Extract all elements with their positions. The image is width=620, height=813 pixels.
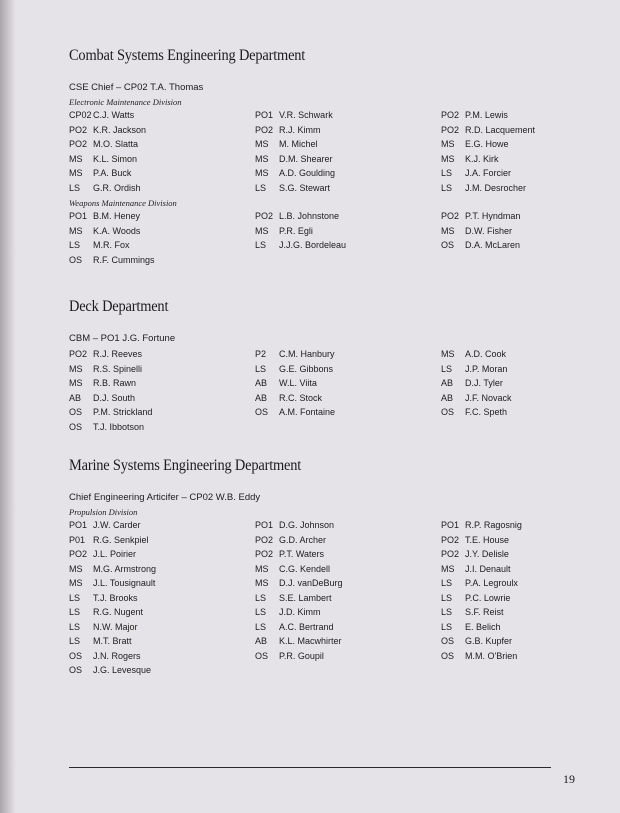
roster-entry [69, 166, 146, 181]
member-name: K.L. Simon [93, 153, 138, 164]
rank: OS [69, 407, 83, 417]
member-name: J.Y. Delisle [465, 549, 509, 559]
rank: MS [441, 225, 455, 236]
rank: LS [441, 363, 453, 374]
roster-entry [69, 362, 152, 377]
roster-entry [441, 547, 522, 562]
roster-entry [441, 605, 522, 620]
member-name: P.M. Lewis [465, 110, 508, 120]
rank: AB [255, 392, 268, 403]
roster-entry [255, 362, 335, 377]
member-name: C.J. Watts [93, 110, 135, 120]
roster-entry [69, 533, 156, 548]
roster-entry [441, 391, 512, 406]
member-name: M.R. Fox [93, 240, 130, 250]
rank: OS [441, 636, 455, 646]
rank: OS [441, 407, 455, 417]
roster-grid [69, 108, 589, 195]
rank: LS [441, 168, 453, 178]
roster-entry [441, 123, 535, 138]
roster-entry [441, 224, 520, 239]
roster-entry [255, 547, 343, 562]
roster-entry [69, 634, 156, 649]
rank: PO2 [255, 534, 274, 545]
member-name: J.N. Rogers [93, 650, 141, 661]
rank: LS [69, 182, 81, 193]
roster-entry [69, 123, 146, 138]
roster-column [441, 209, 520, 253]
member-name: J.A. Forcier [465, 168, 512, 178]
member-name: D.J. Tyler [465, 378, 503, 388]
member-name: J.W. Carder [93, 520, 141, 530]
roster-column [255, 108, 335, 195]
roster-entry [69, 547, 156, 562]
rank: PO1 [69, 211, 88, 221]
rank: LS [255, 240, 267, 250]
member-name: S.E. Lambert [279, 592, 332, 603]
rank: MS [255, 153, 269, 164]
rank: LS [69, 592, 81, 603]
member-name: M.M. O'Brien [465, 650, 518, 661]
member-name: K.R. Jackson [93, 124, 147, 135]
roster-entry [69, 137, 146, 152]
roster-entry [255, 562, 343, 577]
roster-entry [69, 649, 156, 664]
roster-entry [441, 209, 520, 224]
rank: PO2 [255, 211, 274, 221]
member-name: G.R. Ordish [93, 182, 141, 193]
member-name: M.T. Bratt [93, 636, 132, 646]
rank: PO1 [441, 520, 460, 530]
roster-column [255, 347, 335, 420]
roster-entry [255, 181, 335, 196]
member-name: P.M. Strickland [93, 407, 153, 417]
rank: LS [69, 607, 81, 617]
rank: MS [69, 153, 83, 164]
member-name: B.M. Heney [93, 211, 141, 221]
member-name: P.T. Hyndman [465, 211, 521, 221]
member-name: J.P. Moran [465, 363, 508, 374]
member-name: D.G. Johnson [279, 520, 335, 530]
footer-rule [69, 767, 551, 768]
member-name: D.W. Fisher [465, 225, 513, 236]
roster-entry [255, 152, 335, 167]
member-name: T.J. Brooks [93, 592, 138, 603]
roster-column [69, 209, 155, 267]
member-name: K.A. Woods [93, 225, 141, 236]
roster-entry [69, 376, 152, 391]
roster-entry [69, 562, 156, 577]
rank: LS [69, 240, 81, 250]
rank: LS [441, 621, 453, 632]
roster-entry [69, 152, 146, 167]
rank: OS [69, 254, 83, 265]
rank: OS [69, 421, 83, 432]
rank: PO2 [441, 534, 460, 545]
dept-title: Marine Systems Engineering Department [69, 457, 302, 474]
member-name: M. Michel [279, 139, 318, 149]
rank: OS [69, 665, 83, 675]
roster-entry [69, 663, 156, 678]
member-name: G.B. Kupfer [465, 636, 513, 646]
roster-column [441, 518, 522, 663]
member-name: P.R. Goupil [279, 650, 324, 661]
rank: MS [69, 378, 83, 388]
roster-entry [255, 209, 346, 224]
dept-marine-systems [69, 455, 589, 680]
roster-entry [441, 376, 512, 391]
member-name: M.G. Armstrong [93, 563, 157, 574]
rank: MS [441, 139, 455, 149]
roster-entry [441, 518, 522, 533]
member-name: D.A. McLaren [465, 240, 521, 250]
member-name: P.A. Buck [93, 168, 132, 178]
roster-grid [69, 347, 589, 437]
page-number: 19 [563, 772, 575, 786]
member-name: R.J. Reeves [93, 349, 143, 359]
rank: MS [69, 578, 83, 588]
rank: LS [255, 621, 267, 632]
rank: MS [255, 563, 269, 574]
dept-title: Combat Systems Engineering Department [69, 47, 306, 64]
member-name: E.G. Howe [465, 139, 509, 149]
rank: PO1 [255, 520, 274, 530]
rank: PO2 [69, 124, 88, 135]
rank: MS [255, 578, 269, 588]
member-name: S.F. Reist [465, 607, 504, 617]
rank: PO2 [69, 349, 88, 359]
roster-entry [69, 209, 155, 224]
roster-entry [69, 420, 152, 435]
member-name: R.C. Stock [279, 392, 323, 403]
member-name: L.B. Johnstone [279, 211, 340, 221]
dept-chief: Chief Engineering Articifer – CP02 W.B. Eddy [69, 492, 261, 503]
member-name: C.M. Hanbury [279, 349, 335, 359]
member-name: C.G. Kendell [279, 563, 331, 574]
member-name: J.J.G. Bordeleau [279, 240, 347, 250]
rank: AB [255, 636, 268, 646]
roster-entry [441, 649, 522, 664]
roster-entry [441, 405, 512, 420]
rank: CP02 [69, 110, 92, 120]
rank: LS [255, 363, 267, 374]
rank: LS [255, 607, 267, 617]
member-name: R.B. Rawn [93, 378, 137, 388]
member-name: R.G. Senkpiel [93, 534, 149, 545]
roster-column [441, 347, 512, 420]
rank: MS [255, 225, 269, 236]
roster-column [441, 108, 535, 195]
roster-entry [69, 620, 156, 635]
member-name: R.P. Ragosnig [465, 520, 522, 530]
member-name: N.W. Major [93, 621, 138, 632]
member-name: E. Belich [465, 621, 501, 632]
member-name: W.L. Viita [279, 378, 317, 388]
rank: MS [69, 225, 83, 236]
roster-grid [69, 209, 589, 269]
member-name: P.C. Lowrie [465, 592, 511, 603]
roster-entry [69, 238, 155, 253]
roster-entry [255, 238, 346, 253]
dept-title: Deck Department [69, 298, 169, 315]
member-name: A.M. Fontaine [279, 407, 336, 417]
rank: PO2 [69, 549, 88, 559]
roster-entry [441, 562, 522, 577]
member-name: T.J. Ibbotson [93, 421, 145, 432]
rank: OS [255, 650, 269, 661]
roster-entry [441, 166, 535, 181]
roster-entry [441, 634, 522, 649]
rank: AB [441, 378, 454, 388]
rank: OS [441, 650, 455, 661]
member-name: R.F. Cummings [93, 254, 155, 265]
roster-entry [255, 137, 335, 152]
rank: P01 [69, 534, 86, 545]
rank: PO2 [441, 211, 460, 221]
roster-entry [255, 405, 335, 420]
roster-entry [255, 620, 343, 635]
rank: AB [69, 392, 82, 403]
roster-entry [441, 362, 512, 377]
division-heading: Electronic Maintenance Division [69, 97, 182, 107]
roster-entry [69, 605, 156, 620]
member-name: A.C. Bertrand [279, 621, 334, 632]
rank: MS [441, 563, 455, 574]
member-name: G.D. Archer [279, 534, 327, 545]
member-name: P.R. Egli [279, 225, 313, 236]
member-name: F.C. Speth [465, 407, 508, 417]
roster-entry [441, 152, 535, 167]
roster-entry [441, 576, 522, 591]
member-name: J.L. Poirier [93, 549, 137, 559]
rank: LS [255, 182, 267, 193]
rank: P2 [255, 349, 267, 359]
roster-entry [69, 405, 152, 420]
member-name: K.J. Kirk [465, 153, 499, 164]
roster-entry [69, 224, 155, 239]
dept-combat-systems [69, 45, 589, 269]
member-name: R.J. Kimm [279, 124, 321, 135]
member-name: D.J. vanDeBurg [279, 578, 343, 588]
roster-column [69, 347, 152, 434]
rank: OS [441, 240, 455, 250]
division-heading: Propulsion Division [69, 507, 138, 517]
roster-column [255, 209, 346, 253]
member-name: J.I. Denault [465, 563, 511, 574]
roster-column [69, 518, 156, 678]
roster-column [255, 518, 343, 663]
member-name: T.E. House [465, 534, 510, 545]
member-name: J.F. Novack [465, 392, 512, 403]
division-heading: Weapons Maintenance Division [69, 198, 177, 208]
roster-entry [69, 181, 146, 196]
member-name: P.T. Waters [279, 549, 325, 559]
roster-entry [255, 108, 335, 123]
roster-entry [69, 576, 156, 591]
rank: PO2 [441, 124, 460, 135]
member-name: S.G. Stewart [279, 182, 331, 193]
roster-entry [255, 376, 335, 391]
roster-entry [255, 576, 343, 591]
member-name: R.D. Lacquement [465, 124, 536, 135]
member-name: R.S. Spinelli [93, 363, 143, 374]
rank: PO2 [441, 549, 460, 559]
rank: MS [69, 363, 83, 374]
roster-entry [441, 533, 522, 548]
rank: MS [441, 153, 455, 164]
roster-entry [255, 634, 343, 649]
rank: LS [441, 182, 453, 193]
roster-entry [441, 108, 535, 123]
roster-entry [255, 605, 343, 620]
member-name: K.L. Macwhirter [279, 636, 342, 646]
member-name: P.A. Legroulx [465, 578, 518, 588]
roster-entry [255, 391, 335, 406]
roster-entry [255, 591, 343, 606]
rank: AB [255, 378, 268, 388]
roster-entry [69, 347, 152, 362]
roster-entry [441, 347, 512, 362]
member-name: M.O. Slatta [93, 139, 139, 149]
roster-entry [69, 391, 152, 406]
roster-entry [441, 620, 522, 635]
rank: OS [69, 650, 83, 661]
rank: OS [255, 407, 269, 417]
rank: PO2 [69, 139, 88, 149]
roster-column [69, 108, 146, 195]
rank: MS [441, 349, 455, 359]
rank: MS [255, 168, 269, 178]
roster-entry [255, 347, 335, 362]
rank: AB [441, 392, 454, 403]
roster-entry [441, 238, 520, 253]
roster-entry [69, 253, 155, 268]
rank: LS [441, 578, 453, 588]
rank: LS [441, 607, 453, 617]
rank: PO1 [255, 110, 274, 120]
rank: PO2 [255, 549, 274, 559]
dept-chief: CBM – PO1 J.G. Fortune [69, 333, 176, 344]
roster-entry [255, 224, 346, 239]
rank: PO2 [441, 110, 460, 120]
rank: LS [255, 592, 267, 603]
roster-entry [441, 181, 535, 196]
rank: MS [69, 168, 83, 178]
member-name: D.J. South [93, 392, 136, 403]
member-name: A.D. Goulding [279, 168, 336, 178]
dept-chief: CSE Chief – CP02 T.A. Thomas [69, 82, 204, 93]
rank: MS [255, 139, 269, 149]
roster-entry [255, 533, 343, 548]
rank: LS [69, 636, 81, 646]
rank: MS [69, 563, 83, 574]
roster-entry [69, 518, 156, 533]
roster-entry [441, 137, 535, 152]
rank: LS [441, 592, 453, 603]
roster-entry [255, 123, 335, 138]
member-name: R.G. Nugent [93, 607, 144, 617]
roster-entry [441, 591, 522, 606]
member-name: A.D. Cook [465, 349, 507, 359]
rank: LS [69, 621, 81, 632]
member-name: J.G. Levesque [93, 665, 152, 675]
member-name: J.D. Kimm [279, 607, 321, 617]
member-name: J.M. Desrocher [465, 182, 527, 193]
member-name: V.R. Schwark [279, 110, 333, 120]
roster-entry [255, 166, 335, 181]
member-name: D.M. Shearer [279, 153, 333, 164]
roster-grid [69, 518, 589, 680]
member-name: G.E. Gibbons [279, 363, 334, 374]
roster-entry [69, 108, 146, 123]
roster-entry [255, 649, 343, 664]
rank: PO1 [69, 520, 88, 530]
member-name: J.L. Tousignault [93, 578, 156, 588]
dept-deck [69, 296, 589, 437]
roster-entry [69, 591, 156, 606]
roster-entry [255, 518, 343, 533]
rank: PO2 [255, 124, 274, 135]
